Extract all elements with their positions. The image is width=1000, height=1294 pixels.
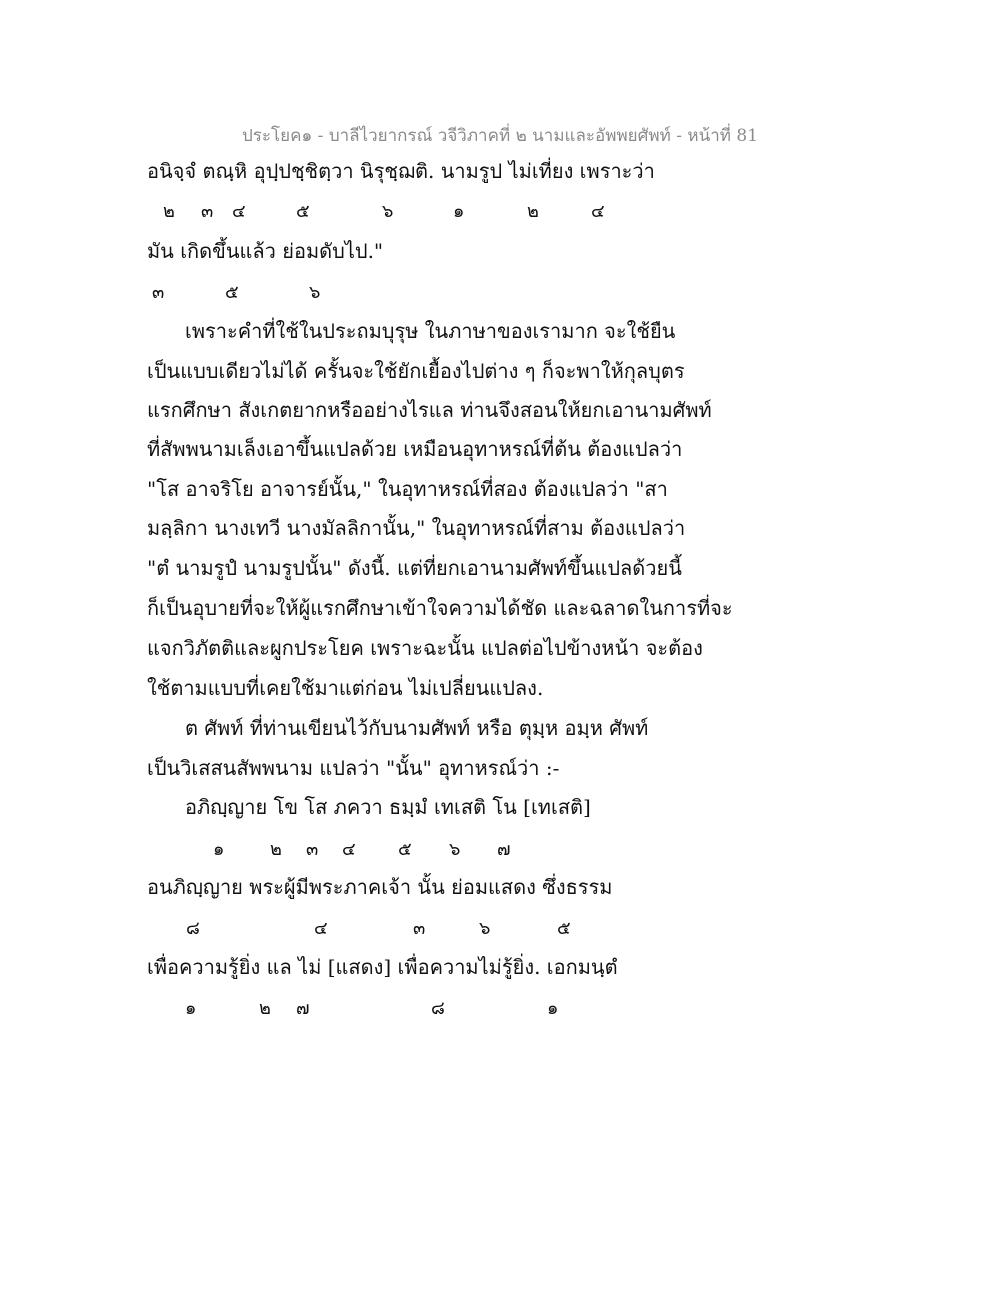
word-order-numeral: ๖ [449, 839, 461, 860]
word-order-numeral: ๗ [296, 998, 310, 1019]
word-order-numeral: ๖ [382, 201, 394, 222]
text-line: อนภิญฺญาย พระผู้มีพระภาคเจ้า นั้น ย่อมแสดง ซึ่งธรรม [147, 875, 613, 899]
word-order-numeral: ๑ [547, 998, 559, 1019]
text-line: มัน เกิดขึ้นแล้ว ย่อมดับไป." [147, 239, 384, 263]
word-order-numeral: ๒ [527, 201, 539, 222]
word-order-numeral: ๔ [591, 201, 605, 222]
word-order-numeral: ๕ [225, 282, 239, 303]
word-order-numeral: ๑ [453, 201, 465, 222]
text-line: มลฺลิกา นางเทวี นางมัลลิกานั้น," ในอุทาหรณ์ที่สาม ต้องแปลว่า [147, 516, 686, 540]
word-order-numeral: ๓ [201, 201, 214, 222]
word-order-numeral: ๕ [296, 201, 310, 222]
text-line: ที่สัพพนามเล็งเอาขึ้นแปลด้วย เหมือนอุทาหรณ์ที่ต้น ต้องแปลว่า [147, 437, 683, 461]
word-order-numeral: ๒ [270, 839, 282, 860]
text-line: เป็นวิเสสนสัพพนาม แปลว่า "นั้น" อุทาหรณ์ว่า :- [147, 756, 560, 780]
word-order-numeral: ๒ [259, 998, 271, 1019]
word-order-numeral: ๑ [213, 839, 225, 860]
word-order-numeral: ๗ [497, 839, 511, 860]
word-order-numeral: ๔ [342, 839, 356, 860]
text-line: ใช้ตามแบบที่เคยใช้มาแต่ก่อน ไม่เปลี่ยนแปลง. [147, 676, 544, 700]
word-order-numeral: ๘ [431, 998, 445, 1019]
word-order-numeral: ๕ [398, 839, 412, 860]
text-line: เพราะคำที่ใช้ในประถมบุรุษ ในภาษาของเรามาก จะใช้ยืน [185, 319, 676, 343]
word-order-numeral: ๓ [306, 839, 319, 860]
text-line: อภิญฺญาย โข โส ภควา ธมฺมํ เทเสติ โน [เทเสติ] [185, 795, 591, 819]
word-order-numeral: ๑ [185, 998, 197, 1019]
text-line: "โส อาจริโย อาจารย์นั้น," ในอุทาหรณ์ที่สอง ต้องแปลว่า "สา [147, 477, 668, 501]
text-line: เป็นแบบเดียวไม่ได้ ครั้นจะใช้ยักเยื้องไปต่าง ๆ ก็จะพาให้กุลบุตร [147, 359, 685, 383]
text-line: แจกวิภัตติและผูกประโยค เพราะฉะนั้น แปลต่อไปข้างหน้า จะต้อง [147, 636, 703, 660]
word-order-numeral: ๕ [557, 918, 571, 939]
word-order-numeral: ๖ [309, 282, 321, 303]
page-header: ประโยค๑ - บาลีไวยากรณ์ วจีวิภาคที่ ๒ นามและอัพพยศัพท์ - หน้าที่ 81 [241, 126, 759, 146]
text-line: อนิจฺจํ ตณฺหิ อุปฺปชฺชิตฺวา นิรุชฺฌติ. นามรูป ไม่เที่ยง เพราะว่า [147, 159, 655, 183]
word-order-numeral: ๘ [186, 918, 200, 939]
text-line: ต ศัพท์ ที่ท่านเขียนไว้กับนามศัพท์ หรือ ตุมฺห อมฺห ศัพท์ [185, 716, 649, 740]
text-line: เพื่อความรู้ยิ่ง แล ไม่ [แสดง] เพื่อความไม่รู้ยิ่ง. เอกมนฺตํ [147, 955, 618, 979]
word-order-numeral: ๒ [163, 201, 175, 222]
word-order-numeral: ๖ [479, 918, 491, 939]
word-order-numeral: ๔ [314, 918, 328, 939]
text-line: "ตํ นามรูปํ นามรูปนั้น" ดังนี้. แต่ที่ยกเอานามศัพท์ขึ้นแปลด้วยนี้ [147, 556, 682, 580]
text-line: ก็เป็นอุบายที่จะให้ผู้แรกศึกษาเข้าใจความได้ชัด และฉลาดในการที่จะ [147, 596, 733, 620]
word-order-numeral: ๔ [232, 201, 246, 222]
text-line: แรกศึกษา สังเกตยากหรืออย่างไรแล ท่านจึงสอนให้ยกเอานามศัพท์ [147, 398, 712, 422]
word-order-numeral: ๓ [413, 918, 426, 939]
word-order-numeral: ๓ [152, 282, 165, 303]
